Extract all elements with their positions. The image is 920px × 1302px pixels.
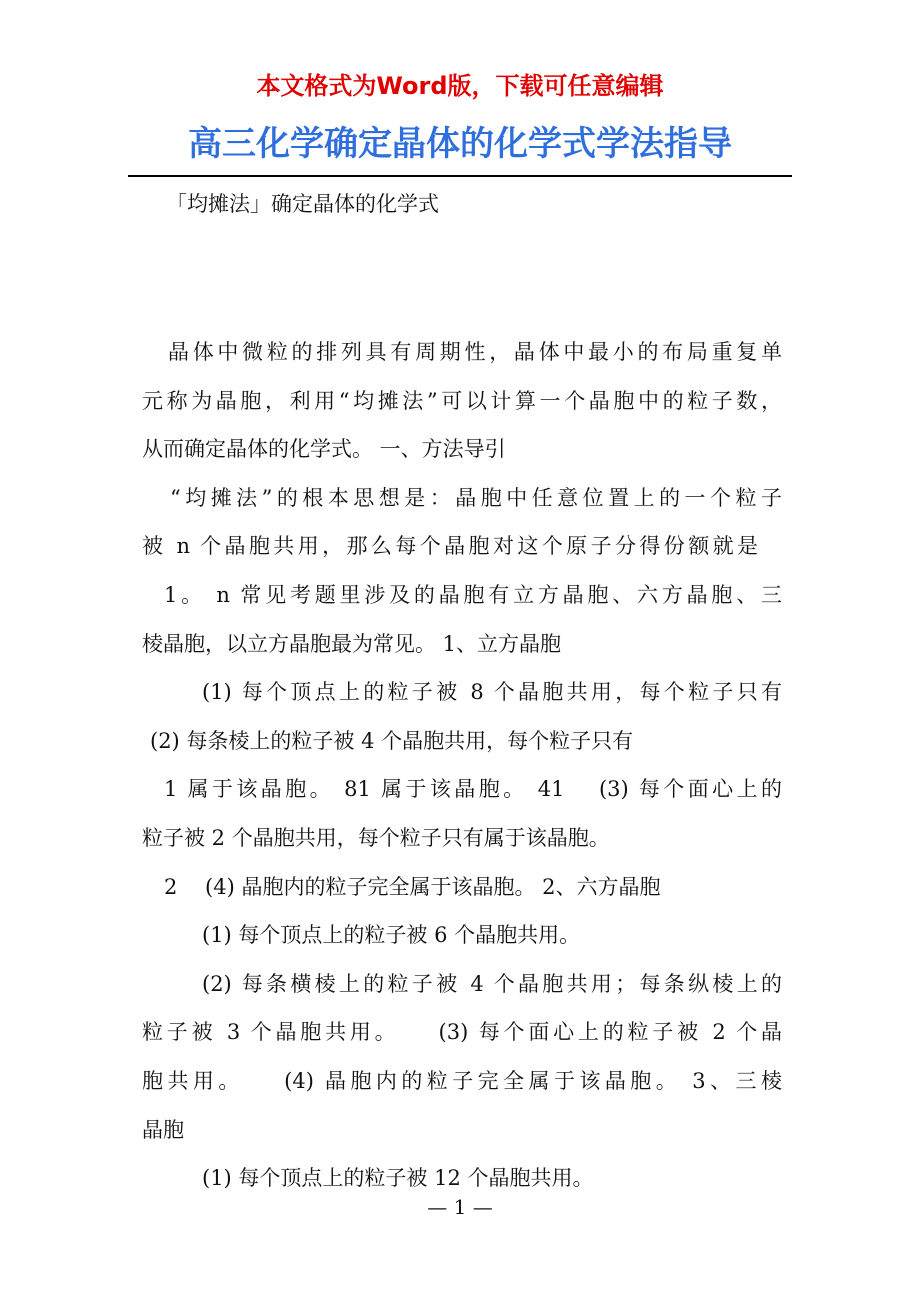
body-line: 被 n 个晶胞共用，那么每个晶胞对这个原子分得份额就是 [142, 534, 758, 559]
subtitle: 「均摊法」确定晶体的化学式 [166, 192, 439, 216]
body-line: (1) 每个顶点上的粒子被 6 个晶胞共用。 [202, 923, 581, 948]
body-line: 1。 n 常见考题里涉及的晶胞有立方晶胞、六方晶胞、三 [164, 582, 782, 607]
body-line: 晶体中微粒的排列具有周期性，晶体中最小的布局重复单 [168, 340, 782, 364]
document-body [142, 328, 782, 1203]
body-line: “均摊法”的根本思想是：晶胞中任意位置上的一个粒子 [170, 485, 782, 510]
body-line: 从而确定晶体的化学式。 一、方法导引 [142, 437, 506, 462]
body-line: 2 (4) 晶胞内的粒子完全属于该晶胞。 2、六方晶胞 [164, 874, 661, 899]
body-line: 元称为晶胞，利用“均摊法”可以计算一个晶胞中的粒子数， [142, 388, 782, 413]
body-line: 胞共用。 (4) 晶胞内的粒子完全属于该晶胞。 3、三棱 [142, 1068, 782, 1093]
page-title: 高三化学确定晶体的化学式学法指导 [188, 124, 732, 164]
body-line: (2) 每条横棱上的粒子被 4 个晶胞共用；每条纵棱上的 [202, 971, 782, 996]
page-number: — 1 — [427, 1195, 493, 1219]
download-banner: 本文格式为Word版，下载可任意编辑 [256, 72, 664, 100]
body-line: 1 属于该晶胞。 81 属于该晶胞。 41 (3) 每个面心上的 [164, 777, 782, 802]
body-line: (1) 每个顶点上的粒子被 8 个晶胞共用，每个粒子只有 [202, 680, 782, 705]
body-line: 粒子被 2 个晶胞共用，每个粒子只有属于该晶胞。 [142, 825, 610, 850]
body-line: (1) 每个顶点上的粒子被 12 个晶胞共用。 [202, 1166, 594, 1191]
title-divider [128, 175, 792, 177]
body-line: 棱晶胞，以立方晶胞最为常见。 1、立方晶胞 [142, 631, 562, 656]
body-line: (2) 每条棱上的粒子被 4 个晶胞共用，每个粒子只有 [150, 728, 634, 753]
body-line: 粒子被 3 个晶胞共用。 (3) 每个面心上的粒子被 2 个晶 [142, 1020, 782, 1045]
body-line: 晶胞 [142, 1117, 184, 1142]
